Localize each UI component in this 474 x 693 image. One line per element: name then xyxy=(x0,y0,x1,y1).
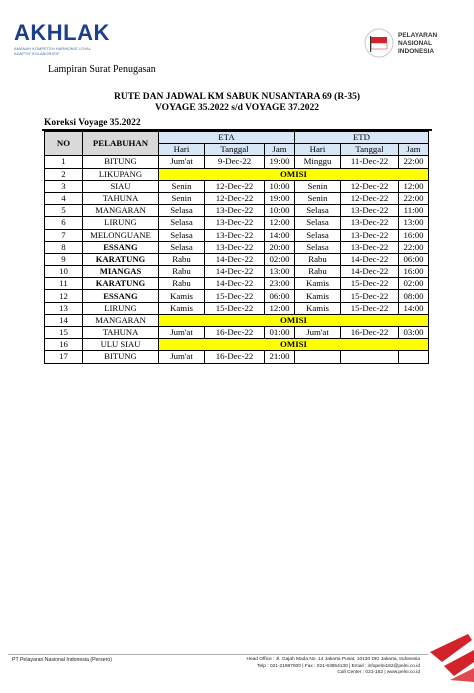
table-row xyxy=(45,339,429,351)
cell-omisi: OMISI xyxy=(159,314,429,326)
cell-eta-hari: Rabu xyxy=(159,266,205,278)
cell-etd-hari: Jum'at xyxy=(295,327,341,339)
cell-eta-tanggal: 16-Dec-22 xyxy=(205,327,265,339)
pelni-logo xyxy=(364,26,464,62)
cell-etd-jam: 13:00 xyxy=(399,217,429,229)
cell-no: 5 xyxy=(45,205,83,217)
footer-divider xyxy=(8,654,428,655)
document-title: RUTE DAN JADWAL KM SABUK NUSANTARA 69 (R-35) xyxy=(113,92,361,102)
cell-no: 12 xyxy=(45,290,83,302)
cell-eta-hari: Jum'at xyxy=(159,327,205,339)
lampiran-label: Lampiran Surat Penugasan xyxy=(48,64,156,75)
cell-etd-tanggal: 13-Dec-22 xyxy=(341,229,399,241)
table-row xyxy=(45,192,429,204)
table-row xyxy=(45,241,429,253)
table-row xyxy=(45,168,429,180)
cell-etd-tanggal: 12-Dec-22 xyxy=(341,180,399,192)
cell-pelabuhan: LIRUNG xyxy=(83,302,159,314)
akhlak-logo xyxy=(14,22,110,56)
cell-etd-tanggal: 13-Dec-22 xyxy=(341,241,399,253)
cell-no: 13 xyxy=(45,302,83,314)
header-pelabuhan: PELABUHAN xyxy=(83,132,159,156)
cell-etd-hari: Rabu xyxy=(295,253,341,265)
cell-pelabuhan: BITUNG xyxy=(83,351,159,363)
cell-eta-tanggal: 13-Dec-22 xyxy=(205,217,265,229)
cell-eta-tanggal: 14-Dec-22 xyxy=(205,278,265,290)
schedule-body xyxy=(45,156,429,363)
cell-eta-hari: Jum'at xyxy=(159,351,205,363)
cell-etd-hari: Senin xyxy=(295,180,341,192)
cell-omisi: OMISI xyxy=(159,339,429,351)
cell-no: 6 xyxy=(45,217,83,229)
table-row xyxy=(45,278,429,290)
cell-eta-jam: 02:00 xyxy=(265,253,295,265)
cell-etd-hari: Selasa xyxy=(295,205,341,217)
cell-etd-hari: Senin xyxy=(295,192,341,204)
cell-no: 1 xyxy=(45,156,83,168)
cell-eta-tanggal: 9-Dec-22 xyxy=(205,156,265,168)
cell-etd-tanggal xyxy=(341,351,399,363)
cell-etd-tanggal: 15-Dec-22 xyxy=(341,278,399,290)
cell-etd-tanggal: 15-Dec-22 xyxy=(341,302,399,314)
footer-contact: Telp : 021-21887000 | Fax : 021-63854130 | Email : infopelni162@pelni.co.id xyxy=(257,663,420,669)
cell-no: 7 xyxy=(45,229,83,241)
cell-eta-tanggal: 15-Dec-22 xyxy=(205,290,265,302)
cell-omisi: OMISI xyxy=(159,168,429,180)
table-row xyxy=(45,351,429,363)
cell-etd-jam: 02:00 xyxy=(399,278,429,290)
cell-no: 10 xyxy=(45,266,83,278)
pelni-logo-line2: NASIONAL xyxy=(398,40,432,47)
cell-pelabuhan: TAHUNA xyxy=(83,327,159,339)
pelni-logo-line3: INDONESIA xyxy=(398,48,435,55)
table-row xyxy=(45,266,429,278)
cell-etd-tanggal: 11-Dec-22 xyxy=(341,156,399,168)
table-row xyxy=(45,253,429,265)
cell-pelabuhan: ESSANG xyxy=(83,241,159,253)
cell-eta-hari: Selasa xyxy=(159,205,205,217)
cell-etd-jam: 08:00 xyxy=(399,290,429,302)
cell-eta-tanggal: 12-Dec-22 xyxy=(205,180,265,192)
cell-etd-jam: 12:00 xyxy=(399,180,429,192)
cell-etd-jam: 16:00 xyxy=(399,266,429,278)
cell-no: 16 xyxy=(45,339,83,351)
table-row xyxy=(45,217,429,229)
cell-pelabuhan: ULU SIAU xyxy=(83,339,159,351)
cell-eta-hari: Senin xyxy=(159,192,205,204)
cell-etd-hari: Kamis xyxy=(295,302,341,314)
cell-no: 15 xyxy=(45,327,83,339)
cell-eta-tanggal: 14-Dec-22 xyxy=(205,253,265,265)
cell-no: 14 xyxy=(45,314,83,326)
cell-no: 4 xyxy=(45,192,83,204)
cell-eta-jam: 20:00 xyxy=(265,241,295,253)
cell-pelabuhan: SIAU xyxy=(83,180,159,192)
cell-etd-jam: 14:00 xyxy=(399,302,429,314)
cell-etd-jam: 11:00 xyxy=(399,205,429,217)
cell-eta-jam: 21:00 xyxy=(265,351,295,363)
cell-eta-jam: 06:00 xyxy=(265,290,295,302)
table-row xyxy=(45,327,429,339)
table-row xyxy=(45,229,429,241)
cell-eta-hari: Kamis xyxy=(159,302,205,314)
cell-eta-hari: Selasa xyxy=(159,217,205,229)
cell-etd-tanggal: 16-Dec-22 xyxy=(341,327,399,339)
cell-etd-jam: 16:00 xyxy=(399,229,429,241)
cell-eta-tanggal: 13-Dec-22 xyxy=(205,205,265,217)
footer-address: Head Office : Jl. Gajah Mada No. 14 Jakarta Pusat, 10130 DKI Jakarta, Indonesia xyxy=(246,657,420,662)
cell-pelabuhan: BITUNG xyxy=(83,156,159,168)
cell-etd-tanggal: 13-Dec-22 xyxy=(341,205,399,217)
cell-pelabuhan: LIRUNG xyxy=(83,217,159,229)
cell-no: 3 xyxy=(45,180,83,192)
cell-pelabuhan: MIANGAS xyxy=(83,266,159,278)
footer-company: PT Pelayaran Nasional Indonesia (Persero) xyxy=(12,657,112,663)
header-eta: ETA xyxy=(159,132,295,144)
cell-eta-tanggal: 13-Dec-22 xyxy=(205,229,265,241)
cell-no: 8 xyxy=(45,241,83,253)
cell-eta-jam: 10:00 xyxy=(265,180,295,192)
cell-eta-hari: Jum'at xyxy=(159,156,205,168)
cell-eta-jam: 13:00 xyxy=(265,266,295,278)
cell-pelabuhan: ESSANG xyxy=(83,290,159,302)
cell-pelabuhan: MELONGUANE xyxy=(83,229,159,241)
cell-pelabuhan: MANGARAN xyxy=(83,314,159,326)
cell-eta-tanggal: 16-Dec-22 xyxy=(205,351,265,363)
cell-etd-tanggal: 15-Dec-22 xyxy=(341,290,399,302)
cell-eta-jam: 19:00 xyxy=(265,156,295,168)
cell-etd-tanggal: 13-Dec-22 xyxy=(341,217,399,229)
table-row xyxy=(45,156,429,168)
cell-etd-hari: Selasa xyxy=(295,241,341,253)
cell-eta-hari: Senin xyxy=(159,180,205,192)
cell-etd-hari xyxy=(295,351,341,363)
cell-eta-hari: Rabu xyxy=(159,278,205,290)
cell-eta-jam: 01:00 xyxy=(265,327,295,339)
cell-eta-tanggal: 12-Dec-22 xyxy=(205,192,265,204)
footer-callcenter: Call Center : 021-162 | www.pelni.co.id xyxy=(337,670,420,676)
cell-etd-hari: Rabu xyxy=(295,266,341,278)
cell-etd-jam: 22:00 xyxy=(399,241,429,253)
pelni-flag-icon xyxy=(364,28,394,58)
cell-eta-jam: 10:00 xyxy=(265,205,295,217)
header-eta-tanggal: Tanggal xyxy=(205,144,265,156)
cell-eta-tanggal: 13-Dec-22 xyxy=(205,241,265,253)
cell-no: 9 xyxy=(45,253,83,265)
pelni-logo-line1: PELAYARAN xyxy=(398,32,438,39)
header-etd-jam: Jam xyxy=(399,144,429,156)
cell-etd-tanggal: 14-Dec-22 xyxy=(341,266,399,278)
cell-etd-hari: Selasa xyxy=(295,229,341,241)
cell-eta-hari: Selasa xyxy=(159,241,205,253)
footer-contact-block xyxy=(190,657,420,677)
cell-etd-jam: 06:00 xyxy=(399,253,429,265)
header-no: NO xyxy=(45,132,83,156)
header-etd: ETD xyxy=(295,132,429,144)
cell-pelabuhan: KARATUNG xyxy=(83,253,159,265)
cell-etd-jam: 22:00 xyxy=(399,192,429,204)
table-row xyxy=(45,205,429,217)
cell-eta-jam: 12:00 xyxy=(265,302,295,314)
cell-eta-tanggal: 15-Dec-22 xyxy=(205,302,265,314)
cell-eta-hari: Selasa xyxy=(159,229,205,241)
cell-etd-jam xyxy=(399,351,429,363)
cell-no: 11 xyxy=(45,278,83,290)
cell-pelabuhan: MANGARAN xyxy=(83,205,159,217)
cell-no: 2 xyxy=(45,168,83,180)
cell-no: 17 xyxy=(45,351,83,363)
table-row xyxy=(45,290,429,302)
header-etd-tanggal: Tanggal xyxy=(341,144,399,156)
pelni-corner-mark-icon xyxy=(420,632,474,690)
header-etd-hari: Hari xyxy=(295,144,341,156)
cell-eta-jam: 19:00 xyxy=(265,192,295,204)
cell-etd-jam: 03:00 xyxy=(399,327,429,339)
cell-pelabuhan: LIKUPANG xyxy=(83,168,159,180)
header-eta-jam: Jam xyxy=(265,144,295,156)
cell-eta-hari: Rabu xyxy=(159,253,205,265)
cell-etd-tanggal: 14-Dec-22 xyxy=(341,253,399,265)
cell-pelabuhan: TAHUNA xyxy=(83,192,159,204)
table-row xyxy=(45,314,429,326)
koreksi-label: Koreksi Voyage 35.2022 xyxy=(44,118,141,128)
akhlak-logo-text: AKHLAK xyxy=(14,20,110,45)
document-subtitle: VOYAGE 35.2022 s/d VOYAGE 37.2022 xyxy=(155,103,319,113)
cell-etd-hari: Kamis xyxy=(295,290,341,302)
cell-etd-hari: Kamis xyxy=(295,278,341,290)
header-eta-hari: Hari xyxy=(159,144,205,156)
table-row xyxy=(45,302,429,314)
table-row xyxy=(45,180,429,192)
cell-etd-hari: Minggu xyxy=(295,156,341,168)
cell-etd-tanggal: 12-Dec-22 xyxy=(341,192,399,204)
cell-pelabuhan: KARATUNG xyxy=(83,278,159,290)
akhlak-tagline: AMANAH KOMPETEN HARMONIS LOYAL ADAPTIF KOLABORATIF xyxy=(14,46,91,56)
cell-eta-jam: 14:00 xyxy=(265,229,295,241)
schedule-table xyxy=(44,131,429,364)
cell-etd-hari: Selasa xyxy=(295,217,341,229)
cell-eta-jam: 12:00 xyxy=(265,217,295,229)
cell-eta-tanggal: 14-Dec-22 xyxy=(205,266,265,278)
cell-eta-hari: Kamis xyxy=(159,290,205,302)
cell-etd-jam: 22:00 xyxy=(399,156,429,168)
cell-eta-jam: 23:00 xyxy=(265,278,295,290)
